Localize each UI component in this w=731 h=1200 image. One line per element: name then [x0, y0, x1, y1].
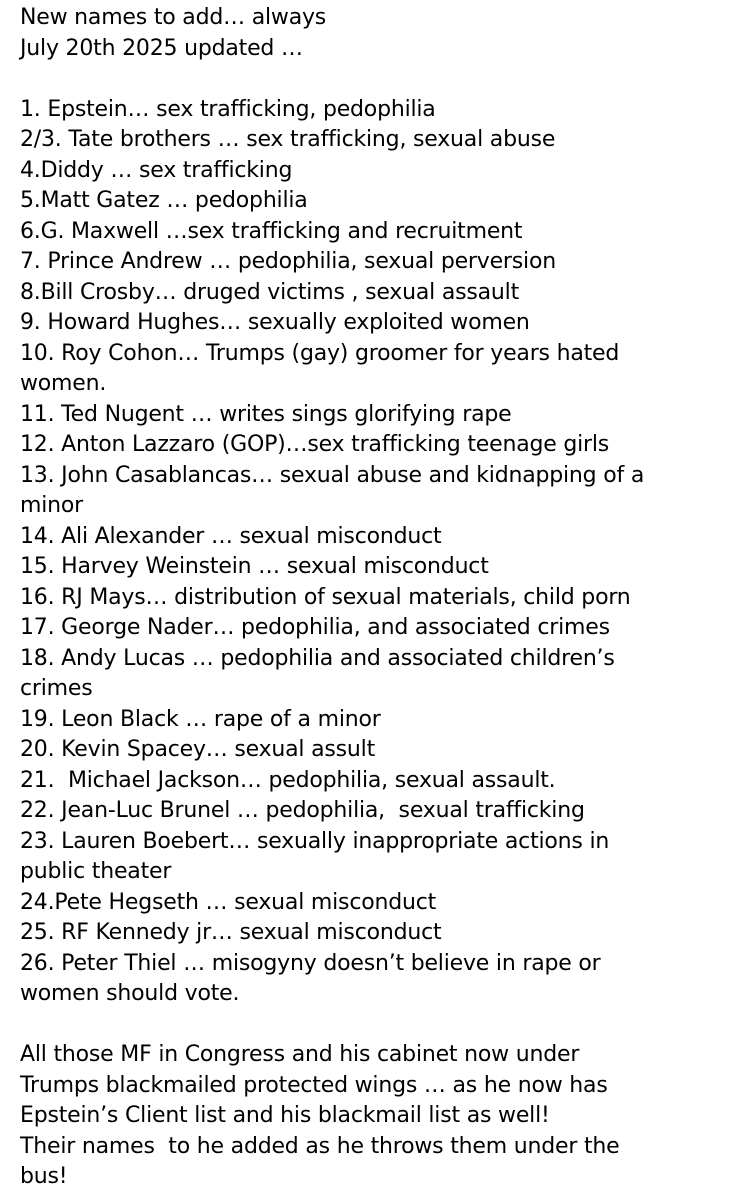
list-line: women. [20, 371, 107, 396]
list-line: 21. Michael Jackson… pedophilia, sexual assault. [20, 767, 556, 793]
list-line: 7. Prince Andrew … pedophilia, sexual perversion [20, 249, 556, 274]
list-line: 23. Lauren Boebert… sexually inappropriate actions in [20, 828, 610, 854]
header-line: July 20th 2025 updated … [20, 35, 303, 61]
list-line: 12. Anton Lazzaro (GOP)…sex trafficking teenage girls [20, 432, 610, 457]
list-line: 8.Bill Crosby… druged victims , sexual assault [20, 279, 520, 305]
blank-line [20, 64, 709, 95]
list-line: women should vote. [20, 981, 240, 1006]
list-line: 26. Peter Thiel … misogyny doesn’t believe in rape or [20, 950, 601, 976]
list-line: 22. Jean-Luc Brunel … pedophilia, sexual trafficking [20, 798, 585, 823]
list-line: 17. George Nader… pedophilia, and associated crimes [20, 615, 610, 640]
list-line: 6.G. Maxwell …sex trafficking and recruitment [20, 218, 523, 244]
list-line: 24.Pete Hegseth … sexual misconduct [20, 889, 437, 915]
list-line: public theater [20, 859, 172, 884]
list-line: 14. Ali Alexander … sexual misconduct [20, 523, 442, 549]
list-line: 13. John Casablancas… sexual abuse and kidnapping of a [20, 462, 645, 488]
list-line: 16. RJ Mays… distribution of sexual materials, child porn [20, 584, 631, 610]
footer-line: Epstein’s Client list and his blackmail list as well! [20, 1103, 550, 1128]
footer-line: All those MF in Congress and his cabinet now under [20, 1042, 580, 1067]
header-line: New names to add… always [20, 5, 327, 30]
list-line: 15. Harvey Weinstein … sexual misconduct [20, 554, 489, 579]
footer-line: bus! [20, 1164, 68, 1189]
list-line: 4.Diddy … sex trafficking [20, 157, 293, 183]
list-line: minor [20, 493, 83, 518]
list-line: 10. Roy Cohon… Trumps (gay) groomer for years hated [20, 340, 620, 366]
list-line: 1. Epstein… sex trafficking, pedophilia [20, 96, 436, 122]
blank-line [20, 1010, 709, 1041]
footer-line: Their names to he added as he throws them under the [20, 1133, 620, 1159]
list-line: 25. RF Kennedy jr… sexual misconduct [20, 920, 442, 945]
list-line: 20. Kevin Spacey… sexual assult [20, 737, 376, 762]
list-line: 2/3. Tate brothers … sex trafficking, sexual abuse [20, 127, 556, 152]
list-line: 5.Matt Gatez … pedophilia [20, 188, 308, 213]
list-line: 11. Ted Nugent … writes sings glorifying rape [20, 401, 512, 427]
footer-line: Trumps blackmailed protected wings … as he now has [20, 1072, 608, 1098]
list-line: 19. Leon Black … rape of a minor [20, 706, 381, 732]
list-line: 18. Andy Lucas … pedophilia and associated children’s [20, 645, 615, 671]
list-line: crimes [20, 676, 93, 701]
list-line: 9. Howard Hughes… sexually exploited women [20, 310, 530, 335]
